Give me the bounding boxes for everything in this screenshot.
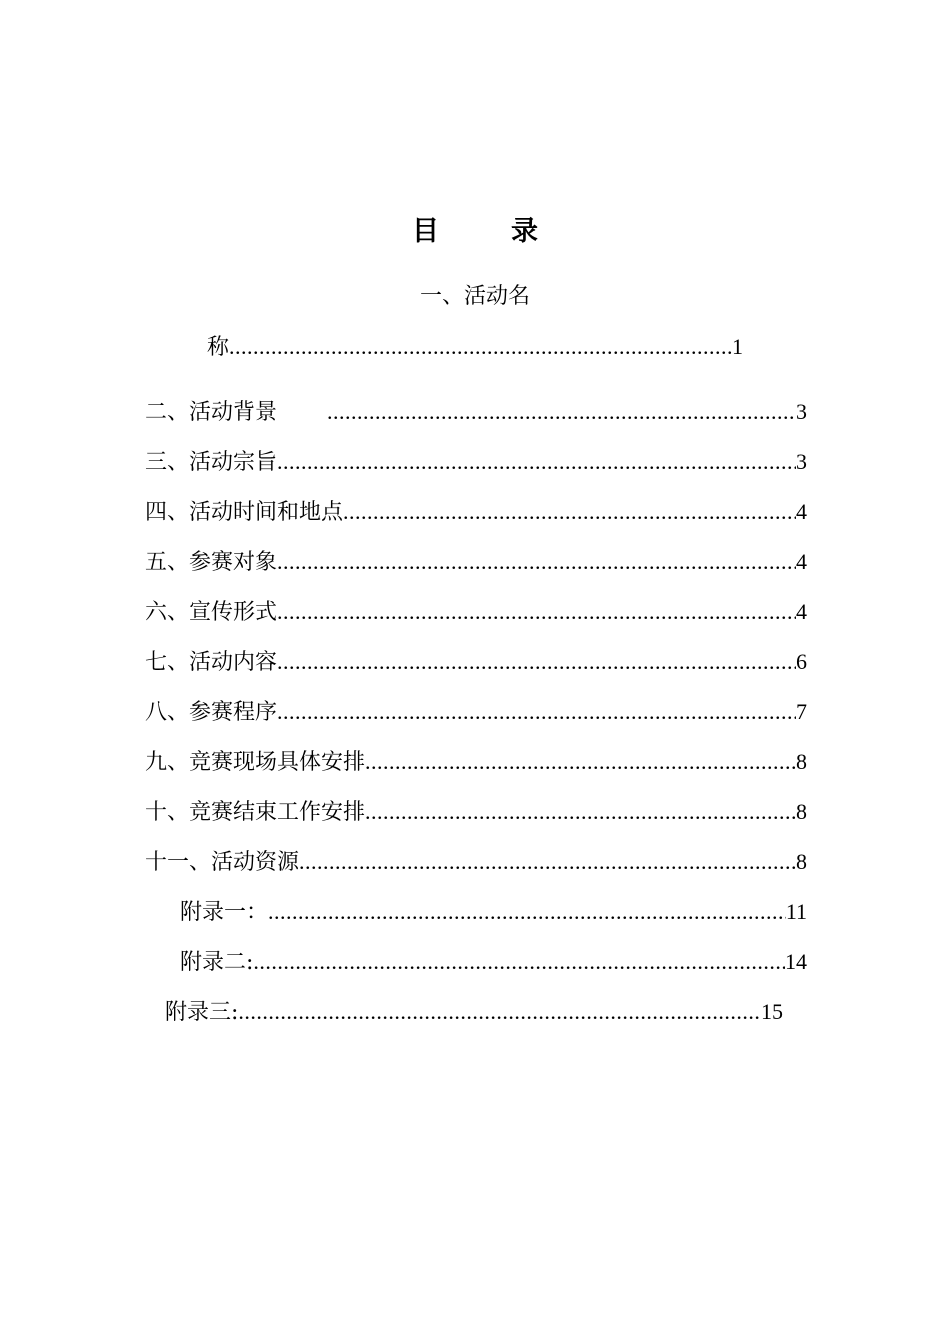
toc-leader-dots [253,945,785,979]
toc-entry[interactable] [145,695,807,730]
toc-leader-dots [277,645,796,679]
toc-entry-page: 1 [732,334,743,359]
toc-entry[interactable] [145,445,807,480]
toc-entry-page: 14 [785,949,807,974]
toc-entry[interactable] [145,595,807,630]
toc-entry-label: 七、活动内容 [145,650,278,675]
toc-leader-dots [365,745,796,779]
toc-entry[interactable] [145,845,807,880]
toc-entry-label: 三、活动宗旨 [145,450,278,475]
toc-entry-label: 附录一： [180,900,269,925]
toc-entry-label: 五、参赛对象 [145,550,278,575]
toc-leader-dots [299,845,796,879]
toc-leader-dots [365,795,796,829]
toc-entry-page: 4 [796,599,807,624]
toc-leader-dots [229,330,732,364]
toc-entry-label: 八、参赛程序 [145,700,278,725]
toc-entry-page: 6 [796,649,807,674]
toc-entry[interactable] [145,745,807,780]
toc-entry[interactable] [145,795,807,830]
toc-entry-label: 二、活动背景 [145,400,300,425]
toc-entry-page: 4 [796,499,807,524]
toc-entry-page: 7 [796,699,807,724]
toc-entry-label: 十、竞赛结束工作安排 [145,800,366,825]
toc-entry-label: 十一、活动资源 [145,850,300,875]
toc-entry[interactable] [207,330,743,365]
toc-entry-label: 六、宣传形式 [145,600,278,625]
toc-entry[interactable] [145,395,807,430]
toc-entry-appendix[interactable] [180,895,807,930]
toc-entry-label: 附录三: [165,1000,239,1025]
toc-entry[interactable] [145,645,807,680]
toc-entry-label: 称 [207,335,230,360]
toc-leader-dots [268,895,786,929]
toc-entry-page: 8 [796,749,807,774]
toc-entry-appendix[interactable] [180,945,807,980]
toc-entry-label: 四、活动时间和地点 [145,500,344,525]
toc-entry-1-heading: 一、活动名 [419,284,530,309]
toc-entry-appendix[interactable] [165,995,783,1030]
toc-entry-page: 3 [796,449,807,474]
toc-entry-label: 九、竞赛现场具体安排 [145,750,366,775]
toc-leader-dots [277,595,796,629]
toc-entry-page: 11 [785,899,807,924]
toc-leader-dots [327,395,796,429]
toc-title [0,212,950,252]
toc-entry-page: 15 [761,999,783,1024]
toc-title-part2: 录 [511,216,538,247]
toc-leader-dots [238,995,761,1029]
toc-leader-dots [277,545,796,579]
toc-leader-dots [277,695,796,729]
toc-title-part1: 目 [412,216,439,247]
toc-entry[interactable] [145,495,807,530]
toc-leader-dots [277,445,796,479]
toc-entry-label: 附录二: [180,950,254,975]
toc-entry[interactable] [145,545,807,580]
toc-entry-page: 4 [796,549,807,574]
toc-entry-page: 8 [796,849,807,874]
toc-entry-page: 8 [796,799,807,824]
toc-leader-dots [343,495,796,529]
toc-entry-page: 3 [796,399,807,424]
